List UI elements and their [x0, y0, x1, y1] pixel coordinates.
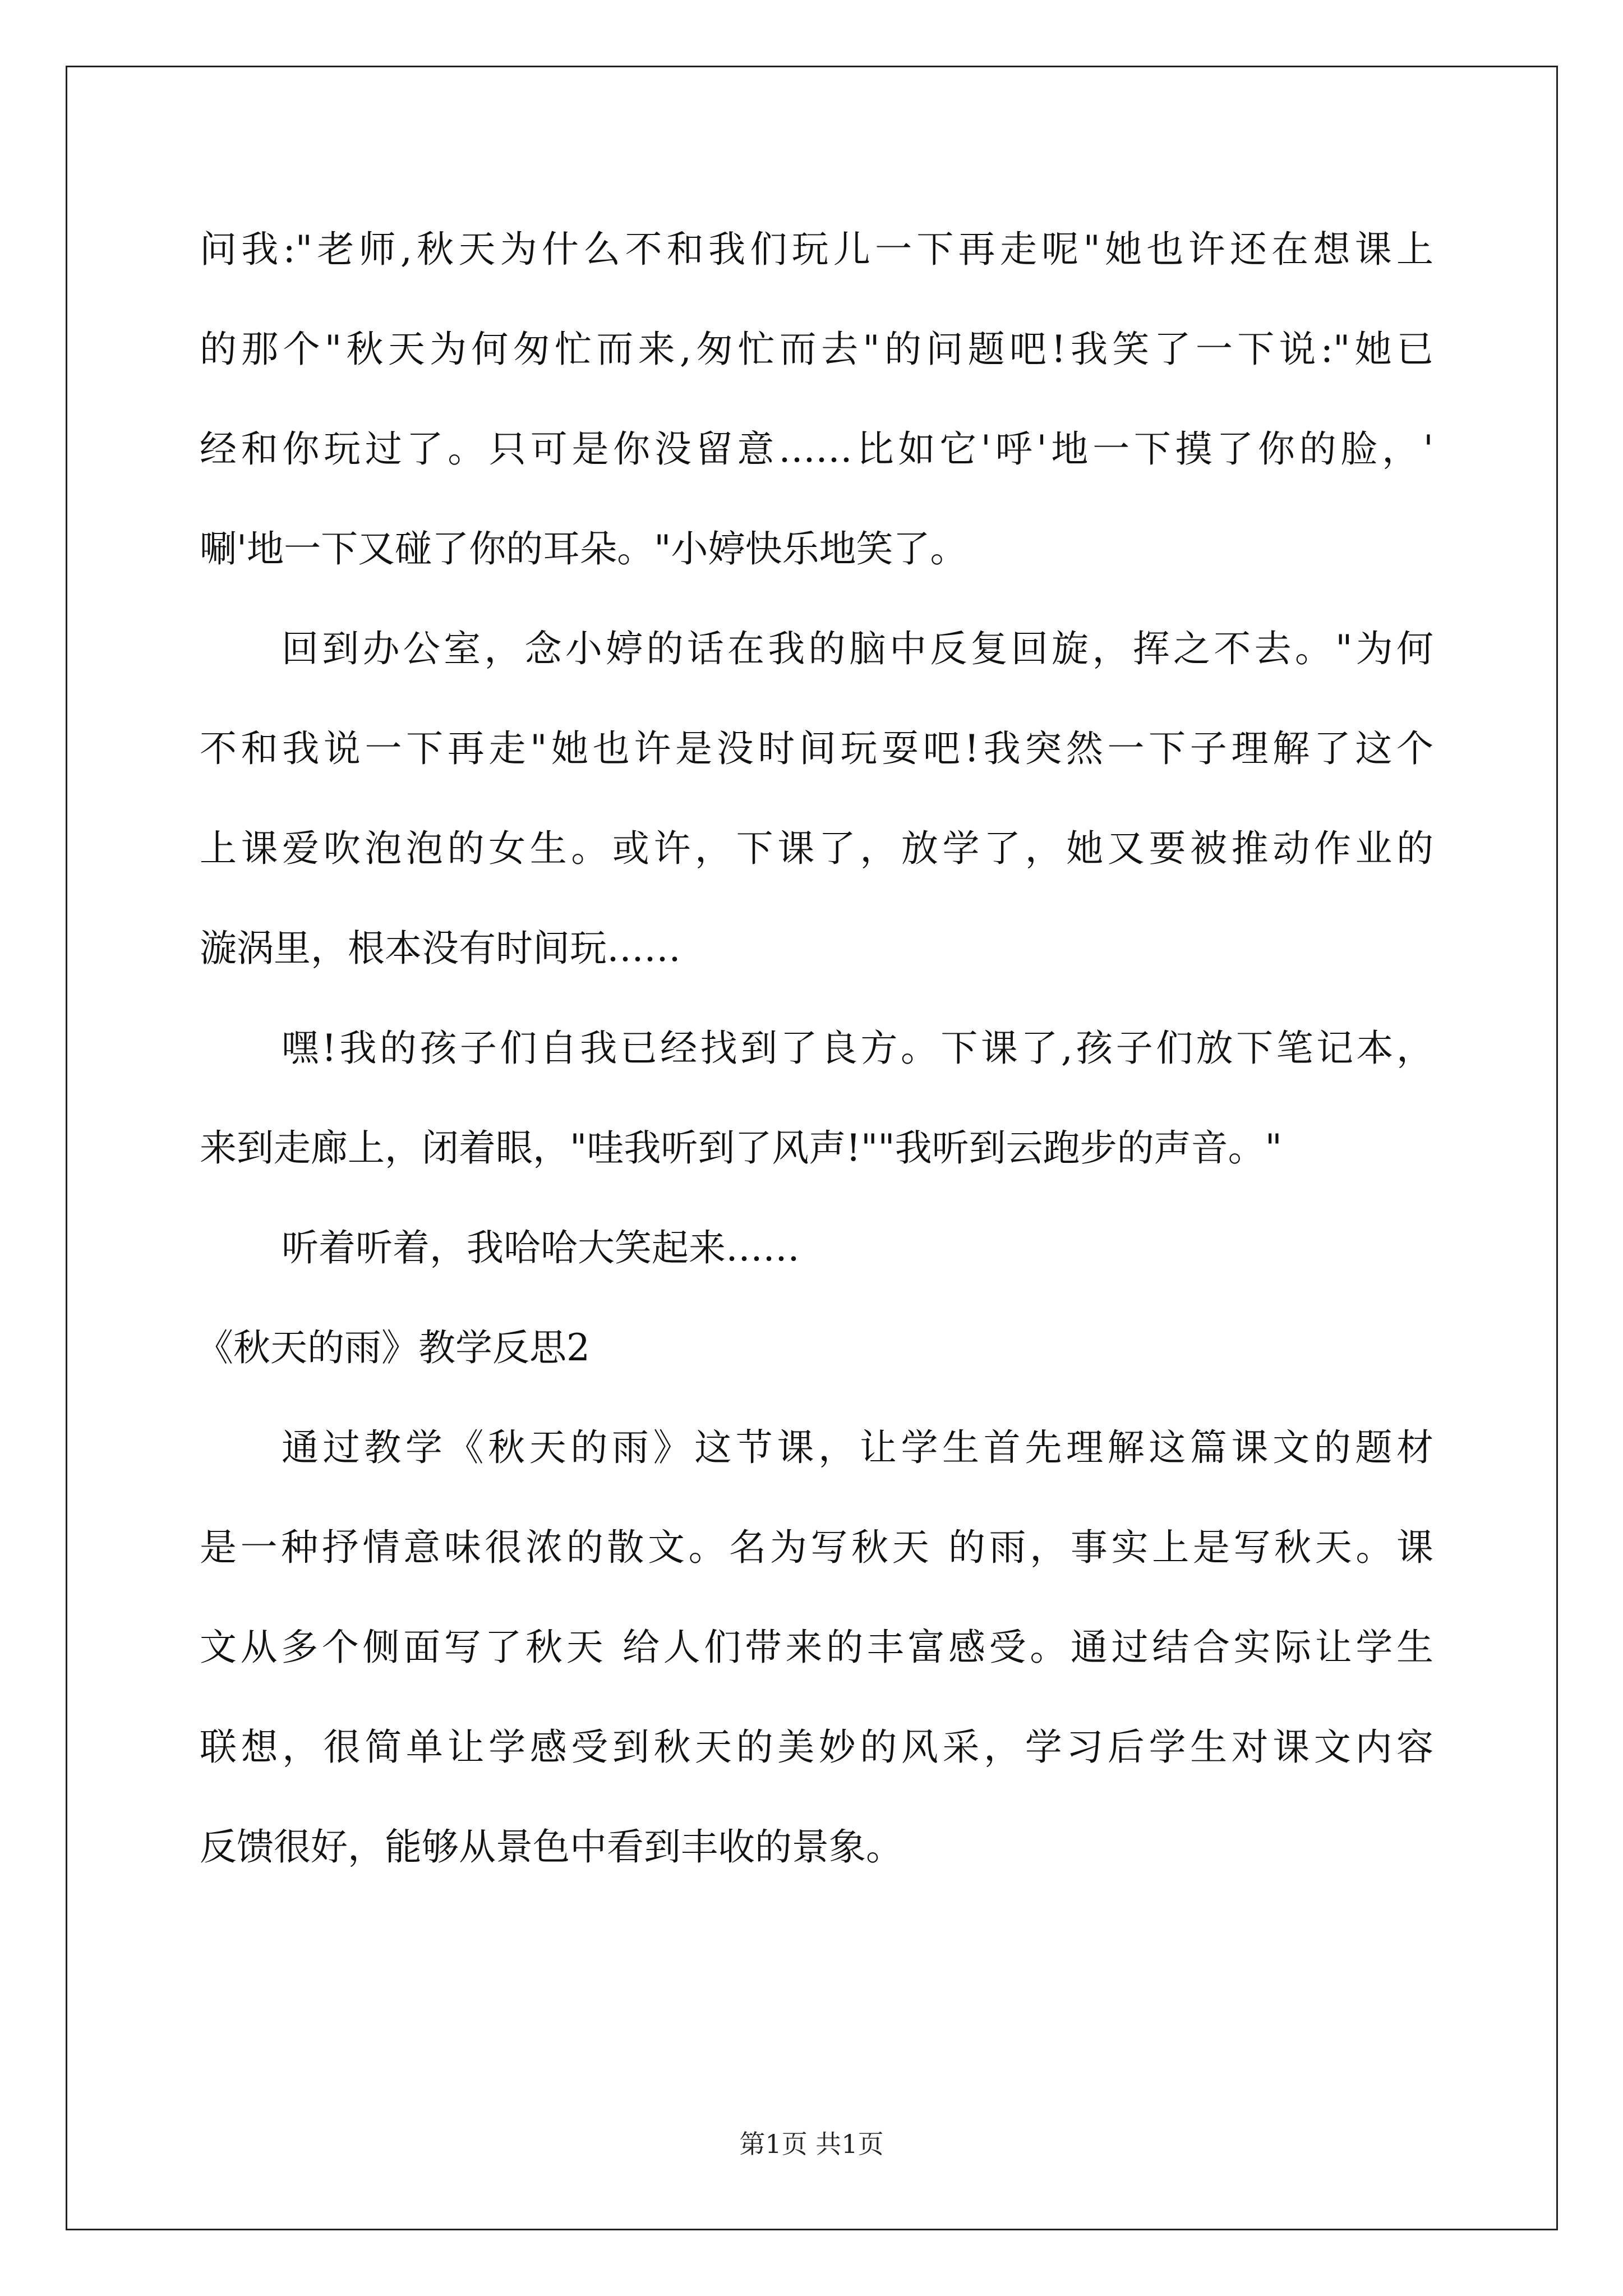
paragraph-start-line: 回到办公室，念小婷的话在我的脑中反复回旋，挥之不去。"为何 [282, 627, 1433, 670]
text-line: 漩涡里，根本没有时间玩…… [200, 927, 681, 970]
section-heading: 《秋天的雨》教学反思2 [196, 1326, 590, 1369]
paragraph-start-line: 听着听着，我哈哈大笑起来…… [282, 1226, 800, 1269]
text-line: 文从多个侧面写了秋天 给人们带来的丰富感受。通过结合实际让学生 [200, 1626, 1433, 1669]
text-line: 来到走廊上，闭着眼，"哇我听到了风声!""我听到云跑步的声音。" [200, 1126, 1282, 1170]
text-line: 的那个"秋天为何匆忙而来,匆忙而去"的问题吧!我笑了一下说:"她已 [200, 328, 1433, 371]
text-line: 问我:"老师,秋天为什么不和我们玩儿一下再走呢"她也许还在想课上 [200, 228, 1433, 271]
page-number-footer: 第1页 共1页 [739, 2129, 884, 2159]
text-line: 经和你玩过了。只可是你没留意……比如它'呼'地一下摸了你的脸，' [200, 427, 1433, 471]
text-line: 不和我说一下再走"她也许是没时间玩耍吧!我突然一下子理解了这个 [200, 727, 1433, 770]
text-line: 是一种抒情意味很浓的散文。名为写秋天 的雨，事实上是写秋天。课 [200, 1526, 1433, 1569]
paragraph-start-line: 通过教学《秋天的雨》这节课，让学生首先理解这篇课文的题材 [282, 1426, 1433, 1469]
text-line: 上课爱吹泡泡的女生。或许，下课了，放学了，她又要被推动作业的 [200, 827, 1433, 870]
document-body [196, 222, 1433, 1919]
text-line: 反馈很好，能够从景色中看到丰收的景象。 [200, 1825, 903, 1869]
paragraph-start-line: 嘿!我的孩子们自我已经找到了良方。下课了,孩子们放下笔记本， [282, 1027, 1433, 1070]
text-line: 唰'地一下又碰了你的耳朵。"小婷快乐地笑了。 [200, 527, 967, 570]
text-line: 联想，很简单让学感受到秋天的美妙的风采，学习后学生对课文内容 [200, 1726, 1433, 1769]
